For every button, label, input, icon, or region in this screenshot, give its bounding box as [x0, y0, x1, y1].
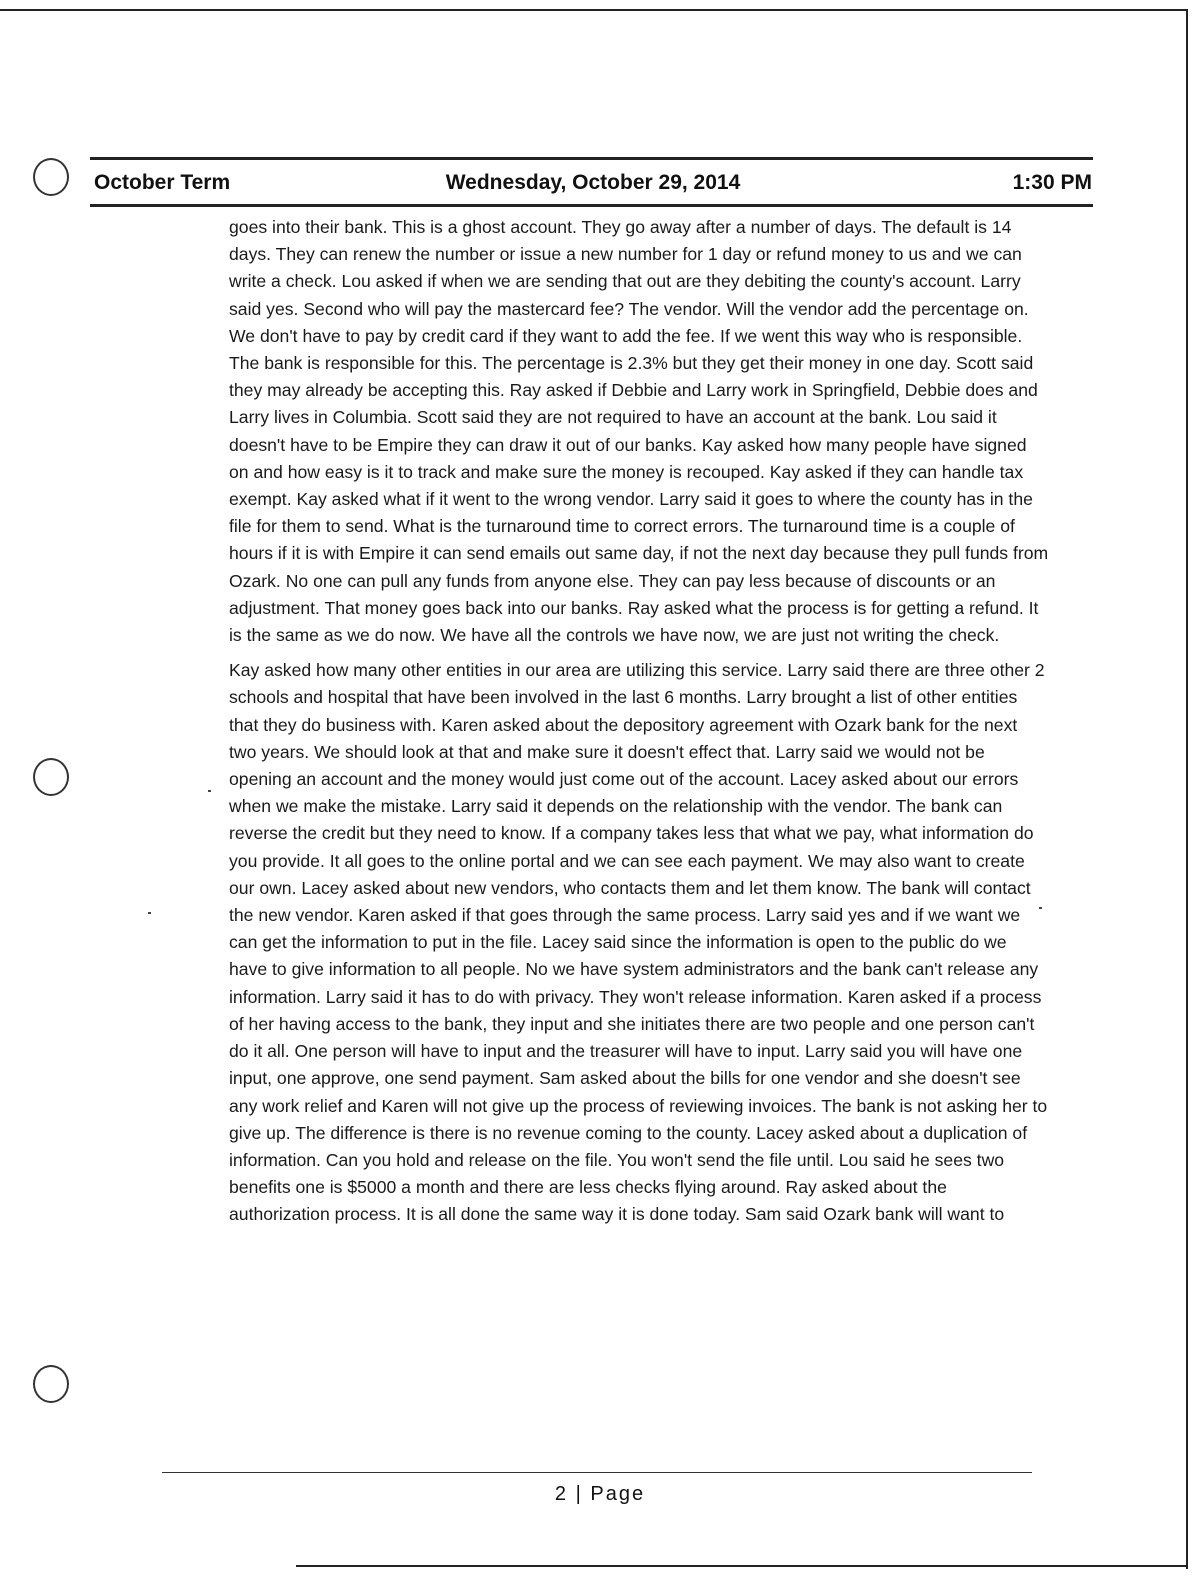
page-number: 2 | Page	[554, 1483, 646, 1505]
scan-speck	[208, 790, 211, 792]
scan-bottom-border	[296, 1565, 1186, 1567]
scan-speck	[148, 912, 151, 914]
header-rule-bottom	[90, 204, 1093, 207]
binder-hole-icon	[33, 158, 69, 196]
header-rule-top	[90, 157, 1093, 160]
header-time: 1:30 PM	[1012, 171, 1092, 194]
paragraph: goes into their bank. This is a ghost account. They go away after a number of days. The default is 14 days. They can renew the number or issue a new number for 1 day or refund money to us and we can write a check. Lou asked if when we are sending that out are they debiting the county's account. Larry said yes. Second who will pay the mastercard fee? The vendor. Will the vendor add the percentage on. We don't have to pay by credit card if they want to add the fee. If we went this way who is responsible. The bank is responsible for this. The percentage is 2.3% but they get their money in one day. Scott said they may already be accepting this. Ray asked if Debbie and Larry work in Springfield, Debbie does and Larry lives in Columbia. Scott said they are not required to have an account at the bank. Lou said it doesn't have to be Empire they can draw it out of our banks. Kay asked how many people have signed on and how easy is it to track and make sure the money is recouped. Kay asked if they can handle tax exempt. Kay asked what if it went to the wrong vendor. Larry said it goes to where the county has in the file for them to send. What is the turnaround time to correct errors. The turnaround time is a couple of hours if it is with Empire it can send emails out same day, if not the next day because they pull funds from Ozark. No one can pull any funds from anyone else. They can pay less because of discounts or an adjustment. That money goes back into our banks. Ray asked what the process is for getting a refund. It is the same as we do now. We have all the controls we have now, we are just not writing the check.	[229, 217, 1049, 646]
scan-speck	[1039, 907, 1042, 909]
minutes-body	[229, 214, 1049, 1229]
scan-right-border	[1186, 9, 1188, 1569]
binder-hole-icon	[33, 1365, 69, 1403]
header-date: Wednesday, October 29, 2014	[445, 171, 741, 194]
footer-rule	[162, 1472, 1032, 1473]
scan-top-border	[0, 9, 1186, 11]
header-term: October Term	[94, 171, 231, 194]
binder-hole-icon	[33, 758, 69, 796]
paragraph: Kay asked how many other entities in our area are utilizing this service. Larry said there are three other 2 schools and hospital that have been involved in the last 6 months. Larry brought a list of other entities that they do business with. Karen asked about the depository agreement with Ozark bank for the next two years. We should look at that and make sure it doesn't effect that. Larry said we would not be opening an account and the money would just come out of the account. Lacey asked about our errors when we make the mistake. Larry said it depends on the relationship with the vendor. The bank can reverse the credit but they need to know. If a company takes less that what we pay, what information do you provide. It all goes to the online portal and we can see each payment. We may also want to create our own. Lacey asked about new vendors, who contacts them and let them know. The bank will contact the new vendor. Karen asked if that goes through the same process. Larry said yes and if we want we can get the information to put in the file. Lacey said since the information is open to the public do we have to give information to all people. No we have system administrators and the bank can't release any information. Larry said it has to do with privacy. They won't release information. Karen asked if a process of her having access to the bank, they input and she initiates there are two people and one person can't do it all. One person will have to input and the treasurer will have to input. Larry said you will have one input, one approve, one send payment. Sam asked about the bills for one vendor and she doesn't see any work relief and Karen will not give up the process of reviewing invoices. The bank is not asking her to give up. The difference is there is no revenue coming to the county. Lacey asked about a duplication of information. Can you hold and release on the file. You won't send the file until. Lou said he sees two benefits one is $5000 a month and there are less checks flying around. Ray asked about the authorization process. It is all done the same way it is done today. Sam said Ozark bank will want to	[229, 660, 1048, 1225]
page-header	[94, 169, 1092, 197]
